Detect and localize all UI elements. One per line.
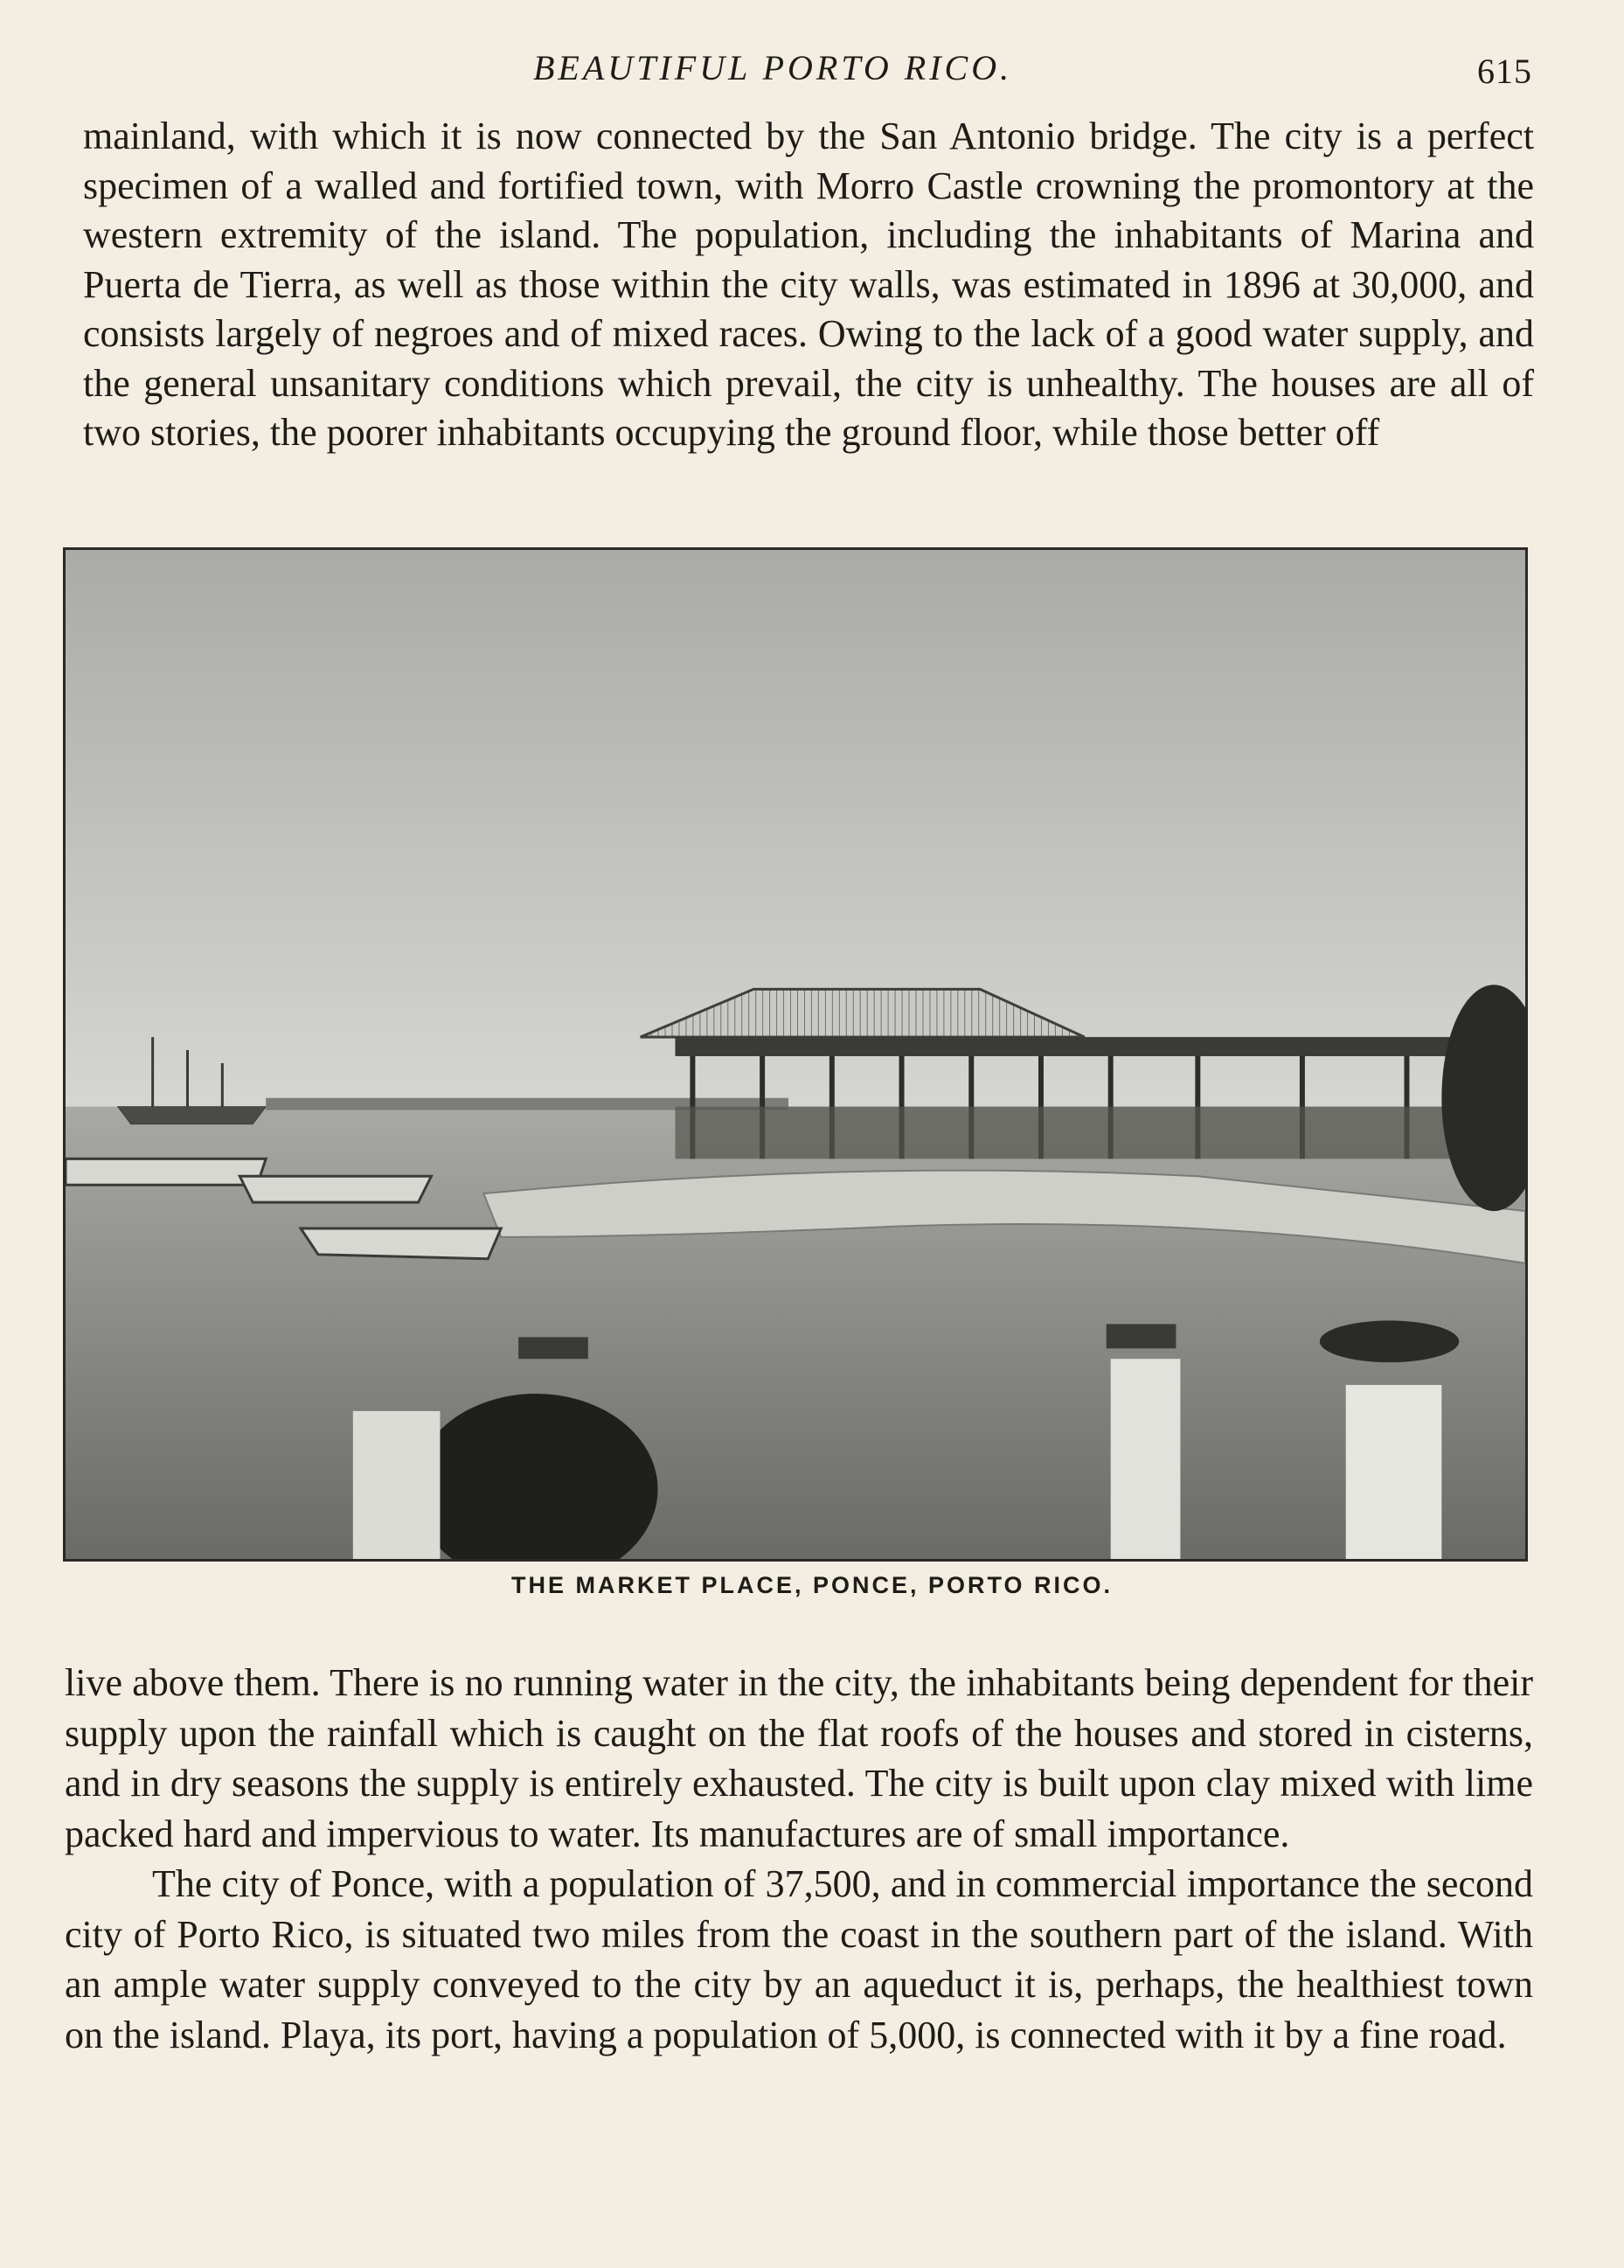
paragraph: mainland, with which it is now connected by the San Antonio bridge. The city is a perfect specimen of a walled and fortified town, with Morro Castle crowning the promontory at the western extremity of the island. The population, including the inhabitants of Marina and Puerta de Tierra, as well as those within the city walls, was estimated in 1896 at 30,000, and consists largely of negroes and of mixed races. Owing to the lack of a good water supply, and the general unsanitary conditions which prevail, the city is unhealthy. The houses are all of two stories, the poorer inhabitants occupying the ground floor, while those better off: [83, 115, 1534, 454]
crowd: [675, 1107, 1511, 1159]
page-number: 615: [1477, 52, 1532, 91]
paragraph: The city of Ponce, with a population of 37,500, and in commercial importance the second city of Porto Rico, is situated two miles from the coast in the southern part of the island. With an ample water supply conveyed to the city by an aqueduct it is, perhaps, the healthiest town on the island. Playa, its port, having a population of 5,000, is connected with it by a fine road.: [65, 1862, 1533, 2056]
photo-illustration: [66, 550, 1525, 1559]
text-block-top: [83, 112, 1534, 458]
text-block-bottom: [65, 1658, 1533, 2060]
market-place-photograph: [63, 547, 1528, 1562]
running-title: BEAUTIFUL PORTO RICO.: [533, 48, 1013, 87]
paragraph: live above them. There is no running water in the city, the inhabitants being dependent for their supply upon the rainfall which is caught on the flat roofs of the houses and stored in cisterns, and in dry seasons the supply is entirely exhausted. The city is built upon clay mixed with lime packed hard and impervious to water. Its manufactures are of small importance.: [65, 1661, 1533, 1855]
figure-caption: THE MARKET PLACE, PONCE, PORTO RICO.: [510, 1572, 1114, 1598]
running-head: [0, 40, 1624, 101]
